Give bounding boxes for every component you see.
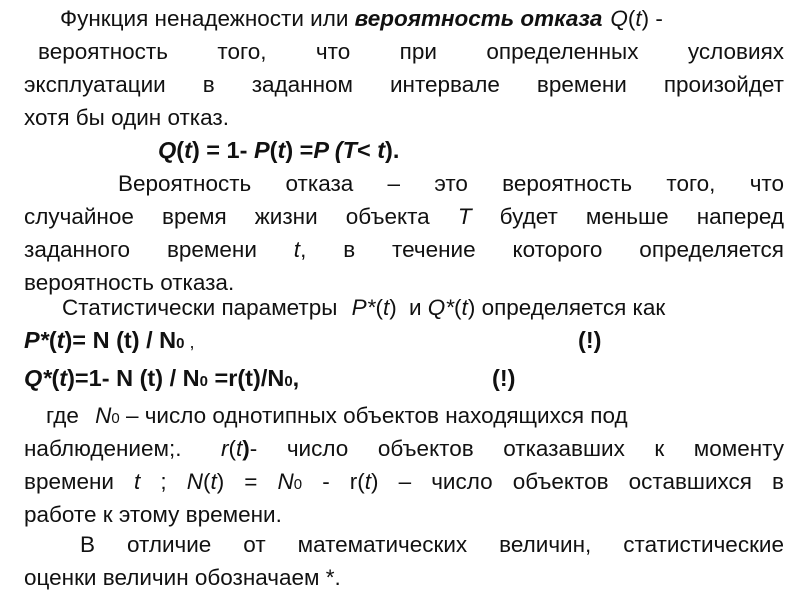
text-fragment: ). (385, 137, 400, 163)
symbol-q: Q (158, 137, 177, 163)
symbol-t: t (184, 137, 192, 163)
formula-p-star: P*(t)= N (t) / N0 , (24, 327, 195, 353)
formula-p-star-mark: (!) (578, 327, 602, 353)
symbol-t: t (382, 295, 390, 320)
text-fragment: , (184, 332, 195, 352)
symbol-t: t (461, 295, 468, 320)
paragraph-5-line-2: оценки величин обозначаем *. (24, 565, 341, 590)
symbol-t: t (364, 469, 372, 494)
symbol-t: t (635, 6, 642, 31)
paragraph-1-line-3: эксплуатации в заданном интервале времени произойдет (24, 72, 784, 97)
text-fragment: ; (140, 469, 187, 494)
text-fragment: =r(t)/N (207, 365, 285, 391)
paragraph-2-line-2 (24, 200, 784, 233)
text-fragment: = 1- (199, 137, 254, 163)
symbol-n: N (277, 469, 294, 494)
symbol-r: r (221, 436, 229, 461)
symbol-q-star: Q* (24, 365, 52, 391)
symbol-q-star: Q* (427, 295, 455, 320)
paragraph-5-line-1: В отличие от математических величин, статистические (80, 532, 784, 557)
text-fragment: - r( (302, 469, 365, 494)
subscript-zero: 0 (284, 373, 293, 390)
term-failure-probability: вероятность отказа (354, 6, 603, 31)
text-fragment: Функция ненадежности или (60, 6, 355, 31)
paragraph-2-line-4: вероятность отказа. (24, 270, 235, 295)
text-fragment: определяется как (475, 295, 666, 320)
text-fragment: )= N (t) / N (64, 327, 177, 353)
symbol-p: P (253, 137, 270, 163)
text-fragment: , (292, 365, 300, 391)
formula-q-star-mark: (!) (492, 365, 516, 391)
text-fragment: = (224, 469, 278, 494)
text-fragment: )=1- N (t) / N (67, 365, 200, 391)
text-fragment: - число объектов отказавших к моменту (249, 436, 784, 461)
symbol-t: t (277, 137, 286, 163)
paragraph-1-line-2: вероятность того, что при определенных условиях (38, 39, 784, 64)
symbol-n: N (95, 403, 112, 428)
subscript-zero: 0 (176, 335, 185, 352)
symbol-t: t (56, 327, 65, 353)
subscript-zero: 0 (199, 373, 208, 390)
text-fragment: , в течение которого определяется (300, 237, 784, 262)
symbol-p-of-T: P (T (313, 137, 357, 163)
subscript-zero: 0 (111, 410, 120, 427)
symbol-t: t (59, 365, 68, 391)
formula-failure-function: Q(t) = 1- P(t) =P (T< t). (158, 137, 400, 163)
subscript-zero: 0 (293, 476, 303, 493)
text-fragment: времени (24, 469, 135, 494)
paragraph-4-line-2: наблюдением;. r(t)- число объектов отказавших к моменту (24, 436, 784, 461)
symbol-t: t (210, 469, 217, 494)
text-fragment: = (293, 137, 314, 163)
symbol-p-star: P* (24, 327, 49, 353)
symbol-t: t (293, 237, 301, 262)
text-fragment: и (402, 295, 428, 320)
paragraph-3-line-1: Статистически параметры P*(t) и Q*(t) определяется как (62, 295, 666, 320)
text-fragment: будет меньше наперед (471, 204, 784, 229)
symbol-n: N (186, 469, 203, 494)
symbol-t: t (236, 436, 243, 461)
text-fragment: < (356, 137, 378, 163)
formula-q-star: Q*(t)=1- N (t) / N0 =r(t)/N0, (24, 365, 300, 391)
text-fragment: ) – число объектов оставшихся в (371, 469, 784, 494)
text-fragment: заданного времени (24, 237, 294, 262)
paragraph-2-line-1: Вероятность отказа – это вероятность того, что (118, 171, 784, 196)
text-fragment: случайное время жизни объекта (24, 204, 458, 229)
symbol-t: t (134, 469, 141, 494)
text-fragment: - (649, 6, 663, 31)
text-fragment: – число однотипных объектов находящихся под (119, 403, 628, 428)
symbol-t: t (377, 137, 386, 163)
symbol-T: T (457, 204, 472, 229)
text-fragment: наблюдением;. (24, 436, 212, 461)
text-fragment: где (46, 403, 86, 428)
paragraph-4-line-3: времени t ; N(t) = N0 - r(t) – число объектов оставшихся в (24, 469, 784, 494)
text-fragment: Статистически параметры (62, 295, 344, 320)
paragraph-4-line-4: работе к этому времени. (24, 502, 282, 527)
paragraph-1-line-1: Функция ненадежности или вероятность отказа Q(t) - (60, 6, 663, 31)
symbol-p-star: P* (351, 295, 376, 320)
symbol-q: Q (610, 6, 628, 31)
paragraph-1-line-4: хотя бы один отказ. (24, 105, 229, 130)
paragraph-2-line-3 (24, 233, 784, 266)
paragraph-4-line-1 (46, 399, 784, 432)
